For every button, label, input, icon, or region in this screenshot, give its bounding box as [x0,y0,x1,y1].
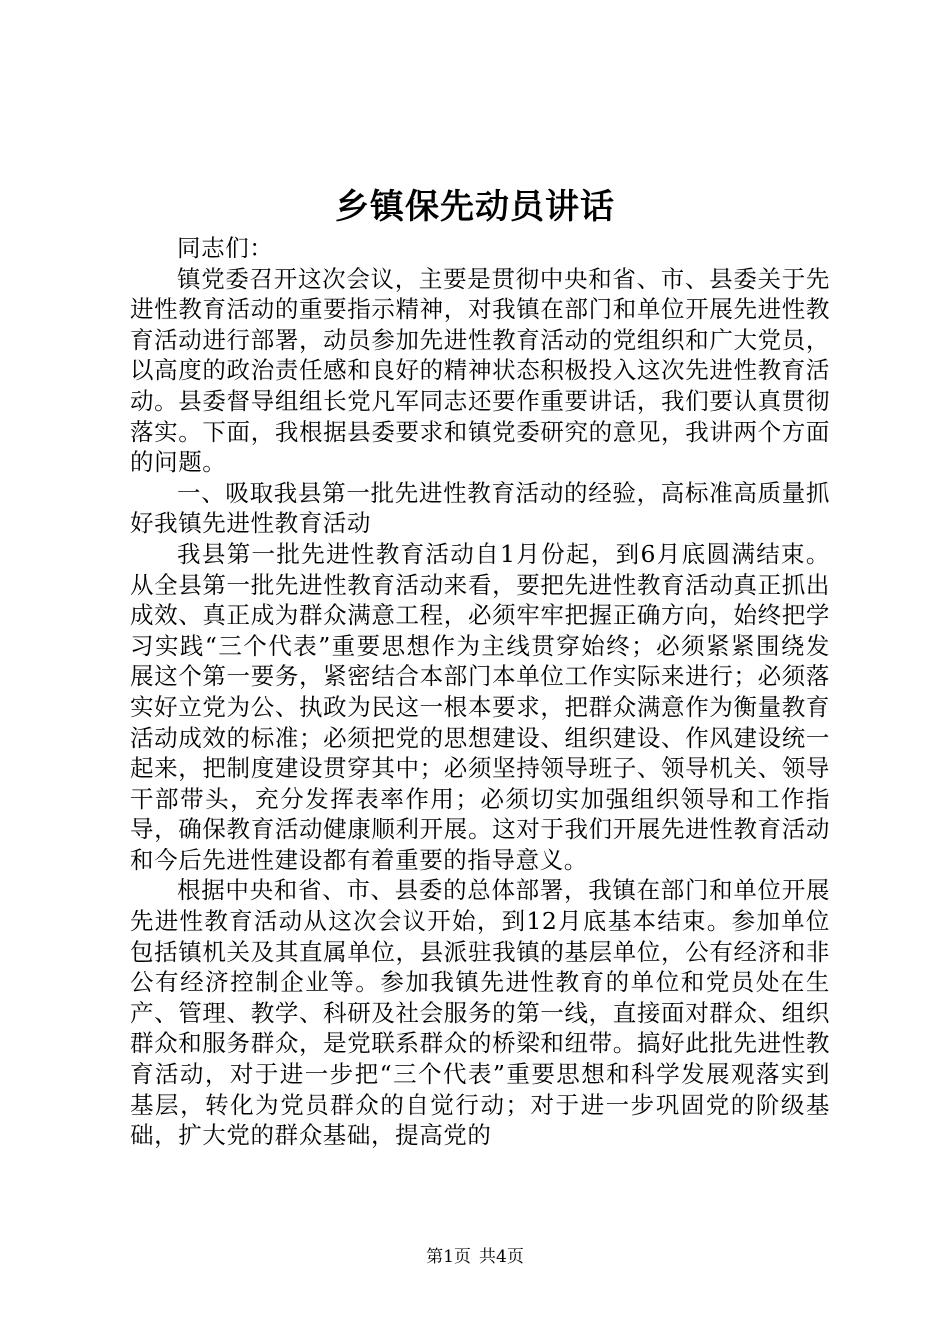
document-title: 乡镇保先动员讲话 [335,187,615,227]
document-body [130,233,830,1151]
page-footer [0,1246,950,1268]
salutation: 同志们： [177,234,274,262]
page-total: 共4页 [479,1247,524,1267]
body-paragraph: 镇党委召开这次会议，主要是贯彻中央和省、市、县委关于先进性教育活动的重要指示精神，对我镇在部门和单位开展先进性教育活动进行部署，动员参加先进性教育活动的党组织和广大党员，以高度的政治责任感和良好的精神状态积极投入这次先进性教育活动。县委督导组组长党凡军同志还要作重要讲话，我们要认真贯彻落实。下面，我根据县委要求和镇党委研究的意见，我讲两个方面的问题。 [130,264,830,477]
body-paragraph: 根据中央和省、市、县委的总体部署，我镇在部门和单位开展先进性教育活动从这次会议开始，到12月底基本结束。参加单位包括镇机关及其直属单位，县派驻我镇的基层单位，公有经济和非公有经济控制企业等。参加我镇先进性教育的单位和党员处在生产、管理、教学、科研及社会服务的第一线，直接面对群众、组织群众和服务群众，是党联系群众的桥梁和纽带。搞好此批先进性教育活动，对于进一步把“三个代表”重要思想和科学发展观落实到基层，转化为党员群众的自觉行动；对于进一步巩固党的阶级基础，扩大党的群众基础，提高党的 [130,876,830,1150]
page-number: 第1页 [426,1247,471,1267]
body-paragraph: 我县第一批先进性教育活动自1月份起，到6月底圆满结束。从全县第一批先进性教育活动来看，要把先进性教育活动真正抓出成效、真正成为群众满意工程，必须牢牢把握正确方向，始终把学习实践“三个代表”重要思想作为主线贯穿始终；必须紧紧围绕发展这个第一要务，紧密结合本部门本单位工作实际来进行；必须落实好立党为公、执政为民这一根本要求，把群众满意作为衡量教育活动成效的标准；必须把党的思想建设、组织建设、作风建设统一起来，把制度建设贯穿其中；必须坚持领导班子、领导机关、领导干部带头，充分发挥表率作用；必须切实加强组织领导和工作指导，确保教育活动健康顺利开展。这对于我们开展先进性教育活动和今后先进性建设都有着重要的指导意义。 [130,539,830,874]
section-heading: 一、吸取我县第一批先进性教育活动的经验，高标准高质量抓好我镇先进性教育活动 [130,478,830,538]
